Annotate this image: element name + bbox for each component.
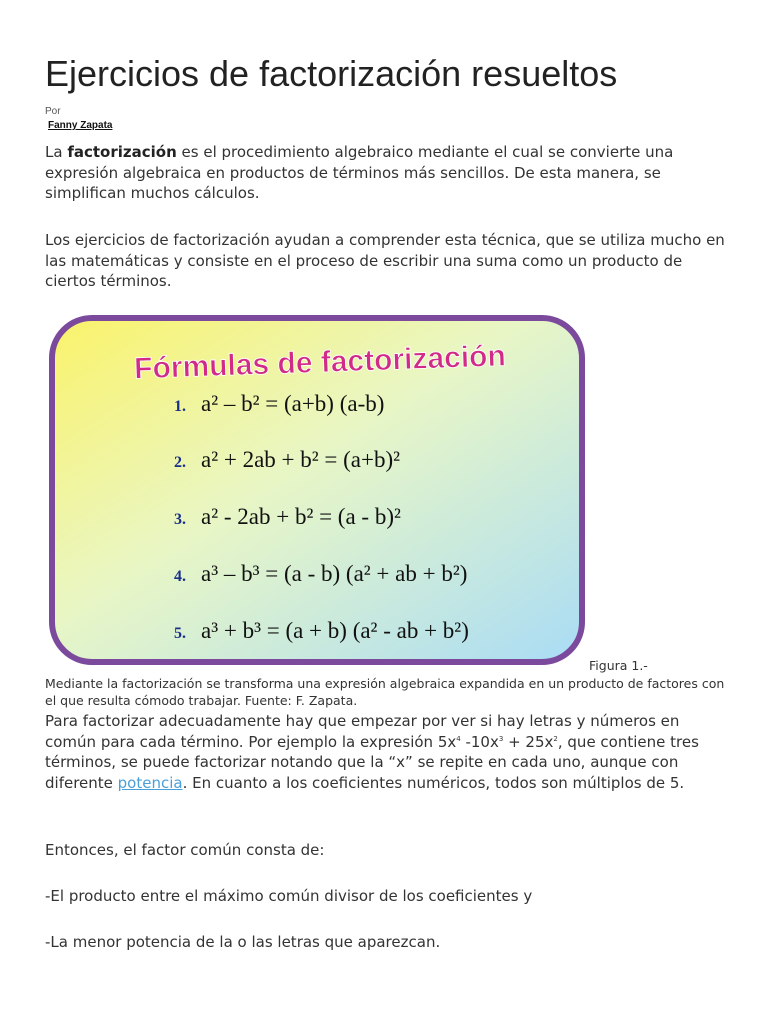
p3-part4: , que contiene tres términos, se puede factorizar notando que la “x” se repite en cada uno, aunque con diferente: [45, 732, 699, 792]
byline-label: Por: [45, 106, 61, 117]
figure-caption: Mediante la factorización se transforma una expresión algebraica expandida en un producto de factores con el que resulta cómodo trabajar. Fuente: F. Zapata.: [45, 676, 725, 708]
paragraph-3: [45, 711, 735, 793]
figure-caption-label: Figura 1.-: [589, 658, 648, 673]
formula-4: a³ – b³ = (a - b) (a² + ab + b²): [201, 561, 468, 586]
formula-1-number: 1.: [174, 398, 186, 415]
p3-exp1: 4: [456, 734, 461, 743]
formula-5-number: 5.: [174, 625, 186, 642]
p3-part1: Para factorizar adecuadamente hay que empezar por ver si hay letras y números en común para cada término. Por ejemplo la expresión 5x: [45, 712, 680, 751]
p3-exp2: 3: [498, 734, 504, 743]
potencia-link[interactable]: potencia: [117, 773, 183, 792]
p3-exp3: 2: [553, 734, 558, 743]
paragraph-2: Los ejercicios de factorización ayudan a comprender esta técnica, que se utiliza mucho en las matemáticas y consiste en el proceso de escribir una suma como un producto de ciertos términos.: [45, 231, 725, 290]
intro-paragraph: [45, 142, 735, 204]
formula-4-number: 4.: [174, 568, 186, 585]
formula-2-number: 2.: [174, 454, 186, 471]
paragraph-4: Entonces, el factor común consta de:: [45, 841, 325, 859]
page-title: Ejercicios de factorización resueltos: [45, 53, 618, 94]
formula-1: a² – b² = (a+b) (a-b): [201, 391, 385, 416]
paragraph-5: -El producto entre el máximo común divisor de los coeficientes y: [45, 887, 533, 905]
p3-part5: . En cuanto a los coeficientes numéricos, todos son múltiplos de 5.: [182, 773, 685, 792]
formula-5: a³ + b³ = (a + b) (a² - ab + b²): [201, 618, 469, 643]
figure-heading: Fórmulas de factorización: [133, 339, 507, 386]
formula-3: a² - 2ab + b² = (a - b)²: [201, 504, 401, 529]
formula-2: a² + 2ab + b² = (a+b)²: [201, 447, 401, 472]
p3-part3: + 25x: [503, 732, 554, 751]
formulas-figure: [48, 314, 588, 668]
paragraph-6: -La menor potencia de la o las letras que aparezcan.: [45, 933, 441, 951]
intro-term: factorización: [67, 143, 177, 161]
p3-part2: -10x: [460, 732, 499, 751]
intro-prefix: La: [45, 143, 68, 161]
intro-rest: es el procedimiento algebraico mediante el cual se convierte una expresión algebraica en productos de términos más sencillos. De esta manera, se simplifican muchos cálculos.: [45, 143, 674, 202]
author-link[interactable]: Fanny Zapata: [48, 120, 113, 131]
formula-3-number: 3.: [174, 511, 186, 528]
